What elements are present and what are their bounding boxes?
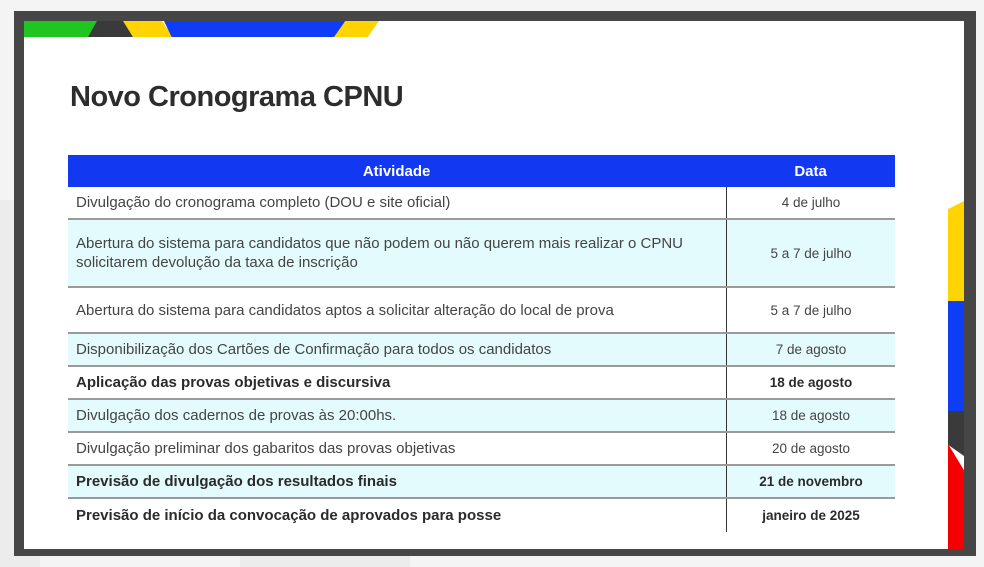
slide bbox=[24, 21, 964, 549]
date-cell: 18 de agosto bbox=[726, 400, 895, 431]
date-cell: 21 de novembro bbox=[726, 466, 895, 497]
date-cell: 5 a 7 de julho bbox=[726, 288, 895, 332]
table-row bbox=[68, 220, 895, 288]
table-row bbox=[68, 334, 895, 367]
table-row bbox=[68, 433, 895, 466]
date-cell: 7 de agosto bbox=[726, 334, 895, 365]
table-header bbox=[68, 155, 895, 187]
stripe-blue bbox=[948, 301, 964, 419]
table-row bbox=[68, 400, 895, 433]
table-row bbox=[68, 499, 895, 532]
column-header-activity: Atividade bbox=[362, 162, 431, 180]
top-color-stripe bbox=[24, 21, 384, 37]
schedule-table bbox=[68, 155, 895, 532]
activity-cell: Disponibilização dos Cartões de Confirmação para todos os candidatos bbox=[76, 341, 552, 358]
slide-frame bbox=[14, 11, 976, 556]
column-header-date: Data bbox=[725, 163, 895, 180]
stripe-blue bbox=[164, 21, 354, 37]
table-row bbox=[68, 466, 895, 499]
activity-cell: Abertura do sistema para candidatos que não podem ou não querem mais realizar o CPNU solicitarem devolução da taxa de inscrição bbox=[76, 235, 684, 271]
date-cell: 20 de agosto bbox=[726, 433, 895, 464]
activity-cell: Divulgação dos cadernos de provas às 20:00hs. bbox=[76, 407, 397, 424]
stripe-red bbox=[948, 444, 964, 549]
date-cell: 18 de agosto bbox=[726, 367, 895, 398]
activity-cell: Previsão de início da convocação de aprovados para posse bbox=[76, 507, 502, 524]
activity-cell: Abertura do sistema para candidatos aptos a solicitar alteração do local de prova bbox=[76, 301, 614, 319]
activity-cell: Divulgação preliminar dos gabaritos das provas objetivas bbox=[76, 440, 456, 457]
activity-cell: Aplicação das provas objetivas e discursiva bbox=[76, 374, 391, 391]
date-cell: 5 a 7 de julho bbox=[726, 220, 895, 286]
page-title: Novo Cronograma CPNU bbox=[70, 81, 404, 113]
table-row bbox=[68, 367, 895, 400]
date-cell: janeiro de 2025 bbox=[726, 499, 895, 532]
activity-cell: Previsão de divulgação dos resultados finais bbox=[76, 473, 397, 490]
table-row bbox=[68, 187, 895, 220]
right-color-stripe bbox=[948, 201, 964, 549]
date-cell: 4 de julho bbox=[726, 187, 895, 218]
stripe-yellow bbox=[948, 201, 964, 303]
stripe-green bbox=[24, 21, 99, 37]
table-row bbox=[68, 288, 895, 334]
activity-cell: Divulgação do cronograma completo (DOU e site oficial) bbox=[76, 194, 451, 211]
